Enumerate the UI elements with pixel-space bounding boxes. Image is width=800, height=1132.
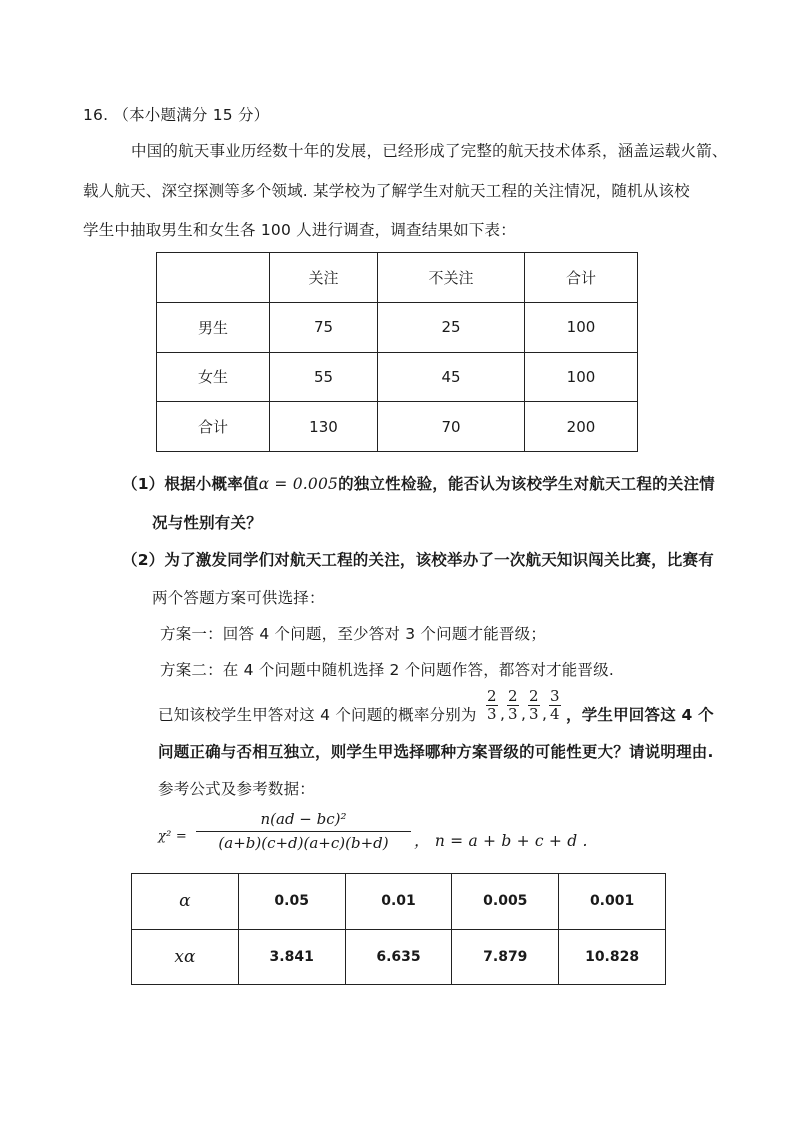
table-cell: 70 — [378, 402, 525, 452]
reference-table — [131, 873, 666, 985]
table-cell: 75 — [270, 302, 378, 352]
prob-fraction-2 — [507, 688, 519, 723]
formula-denominator: (a+b)(c+d)(a+c)(b+d) — [218, 834, 389, 852]
table-cell: 6.635 — [345, 929, 452, 985]
prob-den: 3 — [487, 705, 497, 723]
table-row — [132, 874, 666, 930]
formula-fraction — [196, 811, 411, 852]
table-header-cell: 不关注 — [378, 253, 525, 303]
q2-last-line: 问题正确与否相互独立，则学生甲选择哪种方案晋级的可能性更大？请说明理由. — [158, 743, 714, 761]
x-alpha-label: xα — [132, 929, 239, 985]
prob-fraction-4 — [549, 688, 561, 723]
intro-line-3: 学生中抽取男生和女生各 100 人进行调查，调查结果如下表： — [83, 221, 516, 239]
table-cell: 200 — [525, 402, 638, 452]
q1-label: （1） — [122, 475, 165, 493]
survey-table — [156, 252, 638, 452]
table-cell: 10.828 — [559, 929, 666, 985]
prob-den: 3 — [508, 705, 518, 723]
table-cell: 女生 — [157, 352, 270, 402]
table-cell: 45 — [378, 352, 525, 402]
intro-line-1: 中国的航天事业历经数十年的发展，已经形成了完整的航天技术体系，涵盖运载火箭、 — [131, 142, 728, 160]
prob-fraction-1 — [486, 688, 498, 723]
ref-title: 参考公式及参考数据： — [158, 780, 316, 798]
comma: , — [500, 705, 506, 723]
table-cell: 0.001 — [559, 874, 666, 930]
table-row — [132, 929, 666, 985]
prob-num: 3 — [550, 687, 560, 705]
table-header-cell: 关注 — [270, 253, 378, 303]
formula-lhs: χ² = — [158, 829, 187, 844]
prob-num: 2 — [508, 687, 518, 705]
table-row — [157, 402, 638, 452]
table-row — [157, 253, 638, 303]
table-cell: 合计 — [157, 402, 270, 452]
table-row — [157, 352, 638, 402]
formula-numerator: n(ad − bc)² — [196, 811, 411, 832]
prob-pre: 已知该校学生甲答对这 4 个问题的概率分别为 — [158, 706, 477, 724]
plan-1: 方案一：回答 4 个问题，至少答对 3 个问题才能晋级； — [160, 625, 547, 643]
problem-number: 16. — [83, 106, 109, 124]
prob-post: ，学生甲回答这 4 个 — [566, 706, 714, 724]
table-cell: 0.005 — [452, 874, 559, 930]
q1-line-2: 况与性别有关？ — [152, 514, 262, 532]
q1-alpha-expr: α = 0.005 — [258, 475, 339, 493]
table-cell: 100 — [525, 352, 638, 402]
table-cell: 7.879 — [452, 929, 559, 985]
comma: , — [521, 705, 527, 723]
prob-den: 3 — [529, 705, 539, 723]
table-header-cell: 合计 — [525, 253, 638, 303]
table-cell — [157, 253, 270, 303]
alpha-label: α — [132, 874, 239, 930]
table-cell: 100 — [525, 302, 638, 352]
table-cell: 130 — [270, 402, 378, 452]
q2-line-2: 两个答题方案可供选择： — [152, 589, 325, 607]
plan-2: 方案二：在 4 个问题中随机选择 2 个问题作答，都答对才能晋级. — [160, 661, 614, 679]
q2-line-1 — [122, 548, 714, 570]
table-cell: 男生 — [157, 302, 270, 352]
table-cell: 0.01 — [345, 874, 452, 930]
comma: , — [542, 705, 548, 723]
prob-den: 4 — [550, 705, 560, 723]
chi-square-symbol: χ² — [158, 829, 172, 844]
q1-text-pre: 根据小概率值 — [164, 475, 259, 493]
table-cell: 0.05 — [238, 874, 345, 930]
problem-header — [83, 103, 269, 125]
q2-label: （2） — [122, 551, 165, 569]
formula-tail: ， n = a + b + c + d . — [414, 832, 588, 850]
prob-fraction-3 — [528, 688, 540, 723]
q2-text-1: 为了激发同学们对航天工程的关注，该校举办了一次航天知识闯关比赛，比赛有 — [164, 551, 714, 569]
table-cell: 25 — [378, 302, 525, 352]
table-row — [157, 302, 638, 352]
table-cell: 55 — [270, 352, 378, 402]
table-cell: 3.841 — [238, 929, 345, 985]
prob-num: 2 — [529, 687, 539, 705]
q1-line-1 — [122, 472, 715, 494]
intro-line-2: 载人航天、深空探测等多个领域. 某学校为了解学生对航天工程的关注情况，随机从该校 — [83, 182, 690, 200]
score-note: （本小题满分 15 分） — [113, 106, 270, 124]
prob-num: 2 — [487, 687, 497, 705]
q1-text-post: 的独立性检验，能否认为该校学生对航天工程的关注情 — [338, 475, 715, 493]
